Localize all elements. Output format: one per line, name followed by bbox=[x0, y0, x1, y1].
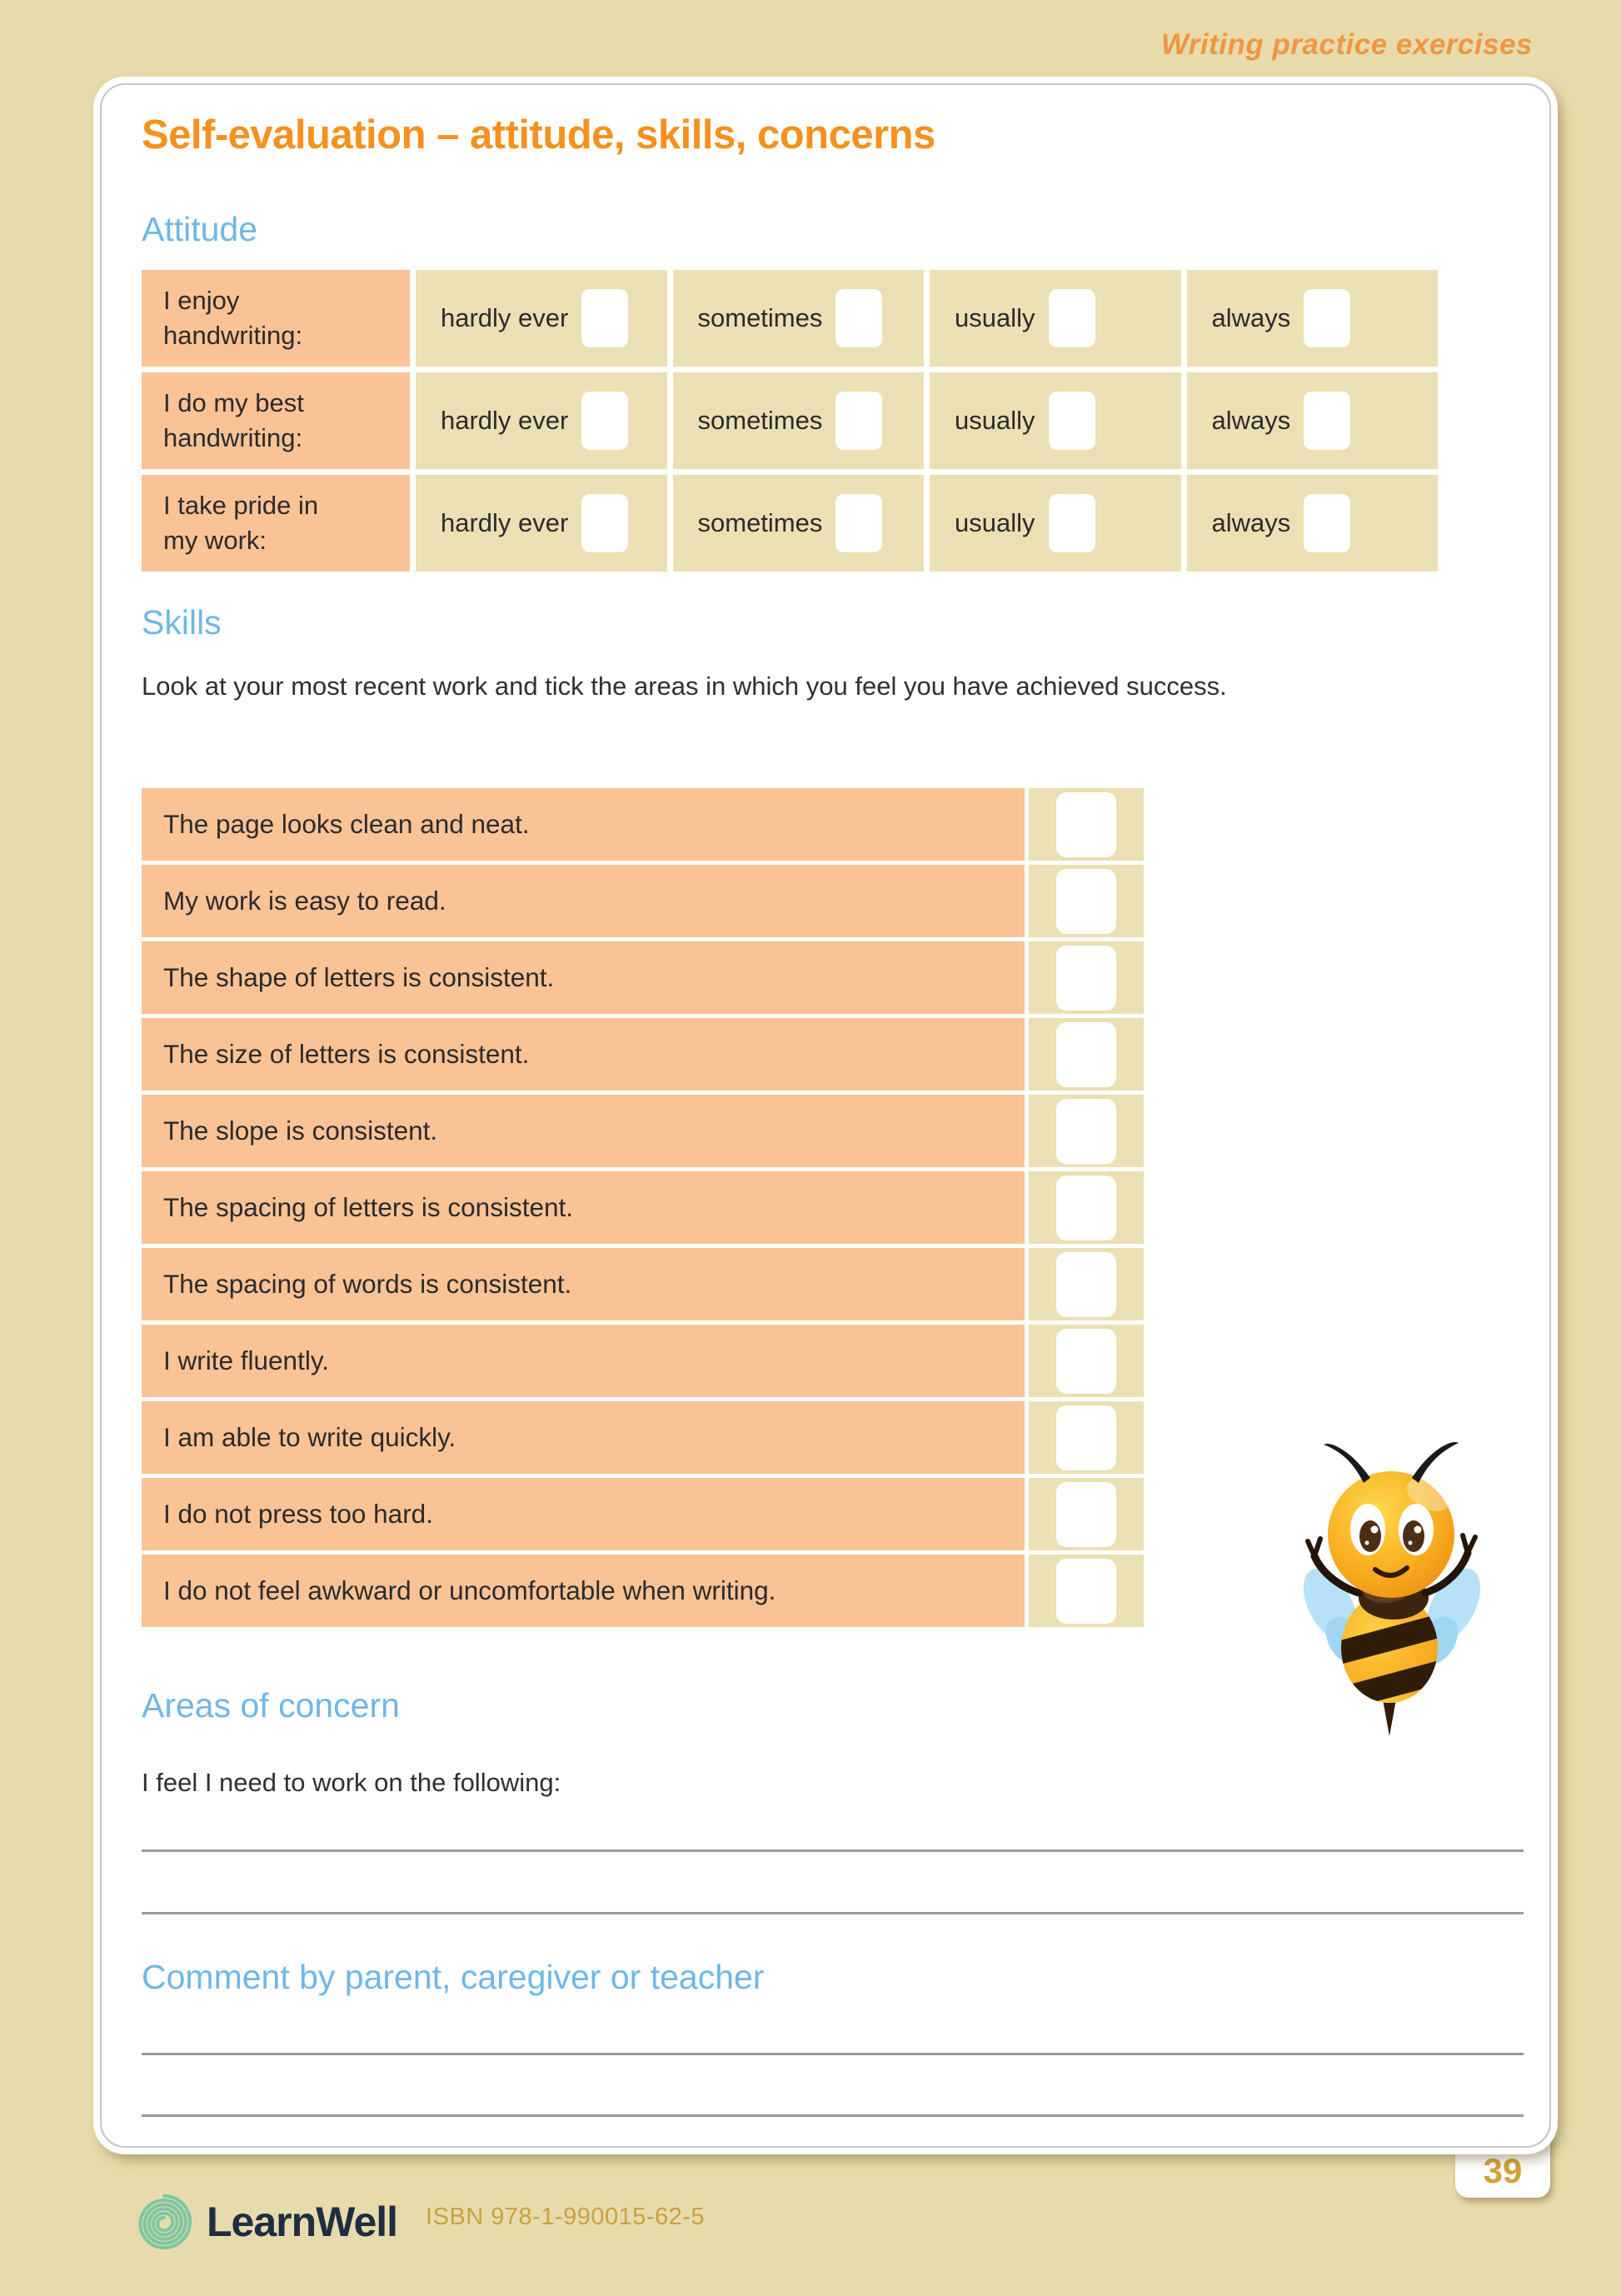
writing-line[interactable] bbox=[142, 2114, 1524, 2117]
attitude-option-label: usually bbox=[955, 406, 1035, 435]
checkbox[interactable] bbox=[1056, 792, 1116, 857]
skill-checkbox-cell bbox=[1029, 1478, 1144, 1550]
skill-row bbox=[142, 1478, 1144, 1550]
attitude-option-cell bbox=[416, 475, 667, 572]
writing-line[interactable] bbox=[142, 1912, 1524, 1914]
skill-checkbox-cell bbox=[1029, 1018, 1144, 1091]
attitude-option-label: always bbox=[1211, 508, 1291, 537]
attitude-row-label: I do my best handwriting: bbox=[142, 372, 410, 469]
attitude-table bbox=[142, 270, 1438, 572]
skill-row bbox=[142, 788, 1144, 861]
checkbox[interactable] bbox=[1056, 1175, 1116, 1240]
checkbox[interactable] bbox=[1056, 1329, 1116, 1394]
attitude-option-label: usually bbox=[955, 508, 1035, 537]
skill-label: My work is easy to read. bbox=[142, 865, 1025, 937]
skill-label: The size of letters is consistent. bbox=[142, 1018, 1025, 1091]
skill-label: The spacing of letters is consistent. bbox=[142, 1171, 1025, 1244]
skill-checkbox-cell bbox=[1029, 1401, 1144, 1474]
skill-checkbox-cell bbox=[1029, 1171, 1144, 1244]
attitude-option-cell bbox=[930, 475, 1181, 572]
skill-row bbox=[142, 1401, 1144, 1474]
skill-label: The page looks clean and neat. bbox=[142, 788, 1025, 861]
checkbox[interactable] bbox=[1304, 494, 1350, 552]
skill-checkbox-cell bbox=[1029, 1095, 1144, 1167]
learnwell-spiral-icon bbox=[133, 2191, 195, 2253]
attitude-option-cell bbox=[673, 270, 925, 367]
checkbox[interactable] bbox=[1304, 289, 1350, 347]
bee-mascot bbox=[1302, 1435, 1481, 1739]
attitude-row-label: I enjoy handwriting: bbox=[142, 270, 410, 367]
attitude-option-label: sometimes bbox=[697, 406, 823, 435]
attitude-option-cell bbox=[416, 270, 667, 367]
skill-row bbox=[142, 1171, 1144, 1244]
checkbox[interactable] bbox=[1056, 1482, 1116, 1547]
attitude-option-cell bbox=[930, 270, 1181, 367]
attitude-option-cell bbox=[673, 475, 925, 572]
attitude-option-label: hardly ever bbox=[441, 508, 569, 537]
checkbox[interactable] bbox=[581, 392, 628, 450]
concerns-heading: Areas of concern bbox=[142, 1686, 400, 1724]
attitude-row-label: I take pride in my work: bbox=[142, 475, 410, 572]
skill-row bbox=[142, 1325, 1144, 1397]
skill-label: The slope is consistent. bbox=[142, 1095, 1025, 1167]
page-title: Self-evaluation – attitude, skills, concerns bbox=[142, 112, 935, 157]
skill-row bbox=[142, 865, 1144, 937]
skill-label: I am able to write quickly. bbox=[142, 1401, 1025, 1474]
writing-line[interactable] bbox=[142, 2053, 1524, 2055]
attitude-option-label: sometimes bbox=[697, 508, 823, 537]
learnwell-logo bbox=[133, 2191, 705, 2253]
skill-checkbox-cell bbox=[1029, 941, 1144, 1014]
checkbox[interactable] bbox=[1056, 1252, 1116, 1317]
checkbox[interactable] bbox=[581, 289, 628, 347]
attitude-option-cell bbox=[1187, 372, 1439, 469]
skill-row bbox=[142, 1018, 1144, 1091]
checkbox[interactable] bbox=[1049, 392, 1095, 450]
skill-checkbox-cell bbox=[1029, 788, 1144, 861]
skill-row bbox=[142, 1248, 1144, 1320]
concerns-prompt: I feel I need to work on the following: bbox=[142, 1768, 561, 1797]
skill-label: I write fluently. bbox=[142, 1325, 1025, 1397]
skill-checkbox-cell bbox=[1029, 1555, 1144, 1627]
attitude-option-label: usually bbox=[955, 303, 1035, 332]
isbn-text: ISBN 978-1-990015-62-5 bbox=[426, 2203, 706, 2230]
checkbox[interactable] bbox=[1056, 1405, 1116, 1470]
worksheet-card bbox=[100, 83, 1551, 2148]
skill-row bbox=[142, 941, 1144, 1014]
skill-label: The spacing of words is consistent. bbox=[142, 1248, 1025, 1320]
comment-heading: Comment by parent, caregiver or teacher bbox=[142, 1958, 765, 1996]
skills-checklist bbox=[142, 788, 1144, 1631]
writing-line[interactable] bbox=[142, 1849, 1524, 1852]
skill-checkbox-cell bbox=[1029, 1325, 1144, 1397]
checkbox[interactable] bbox=[835, 392, 882, 450]
checkbox[interactable] bbox=[581, 494, 628, 552]
skills-heading: Skills bbox=[142, 603, 222, 641]
skill-row bbox=[142, 1095, 1144, 1167]
attitude-option-label: hardly ever bbox=[441, 303, 569, 332]
attitude-option-cell bbox=[416, 372, 667, 469]
attitude-heading: Attitude bbox=[142, 210, 258, 248]
checkbox[interactable] bbox=[1049, 289, 1095, 347]
checkbox[interactable] bbox=[1056, 946, 1116, 1011]
page-number: 39 bbox=[1483, 2151, 1523, 2190]
attitude-option-label: hardly ever bbox=[441, 406, 569, 435]
attitude-option-label: always bbox=[1211, 303, 1291, 332]
attitude-option-label: sometimes bbox=[697, 303, 823, 332]
attitude-option-cell bbox=[1187, 270, 1439, 367]
skill-label: The shape of letters is consistent. bbox=[142, 941, 1025, 1014]
attitude-option-cell bbox=[673, 372, 925, 469]
checkbox[interactable] bbox=[1056, 869, 1116, 934]
checkbox[interactable] bbox=[1056, 1022, 1116, 1087]
checkbox[interactable] bbox=[1049, 494, 1095, 552]
skills-instructions: Look at your most recent work and tick the areas in which you feel you have achieved success. bbox=[142, 671, 1227, 701]
skill-checkbox-cell bbox=[1029, 1248, 1144, 1320]
skill-label: I do not press too hard. bbox=[142, 1478, 1025, 1550]
checkbox[interactable] bbox=[835, 289, 882, 347]
checkbox[interactable] bbox=[1056, 1099, 1116, 1164]
checkbox[interactable] bbox=[1304, 392, 1350, 450]
skill-row bbox=[142, 1555, 1144, 1627]
checkbox[interactable] bbox=[1056, 1559, 1116, 1624]
checkbox[interactable] bbox=[835, 494, 882, 552]
attitude-option-label: always bbox=[1211, 406, 1291, 435]
skill-checkbox-cell bbox=[1029, 865, 1144, 937]
page-header: Writing practice exercises bbox=[1160, 28, 1533, 61]
attitude-option-cell bbox=[1187, 475, 1439, 572]
skill-label: I do not feel awkward or uncomfortable when writing. bbox=[142, 1555, 1025, 1627]
attitude-option-cell bbox=[930, 372, 1181, 469]
brand-name: LearnWell bbox=[207, 2199, 398, 2245]
